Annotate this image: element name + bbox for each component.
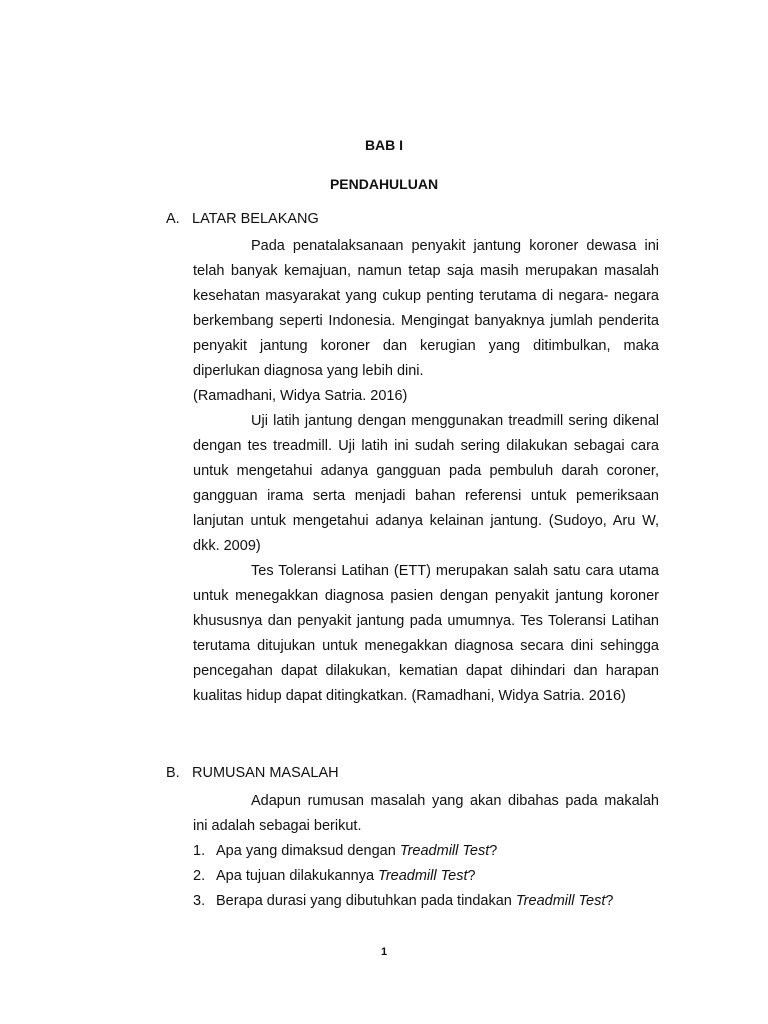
list-text: Apa yang dimaksud dengan (216, 843, 400, 859)
section-a-heading (166, 211, 319, 227)
list-emphasis: Treadmill Test (399, 843, 490, 859)
list-number: 2. (193, 868, 206, 884)
list-item (193, 864, 659, 889)
list-item (193, 839, 659, 864)
chapter-label: BAB I (364, 137, 404, 153)
section-b-body (193, 789, 659, 914)
list-text: Apa tujuan dilakukannya (216, 868, 379, 884)
list-emphasis: Treadmill Test (378, 868, 468, 884)
paragraph: Pada penatalaksanaan penyakit jantung koroner dewasa ini telah banyak kemajuan, namun tetap saja masih merupakan masalah kesehatan masyarakat yang cukup penting terutama di negara- negara berkembang seperti Indonesia. Mengingat banyaknya jumlah penderita penyakit jantung koroner dan kerugian yang ditimbulkan, maka diperlukan diagnosa yang lebih dini. (193, 238, 659, 379)
list-item (193, 889, 659, 914)
question-list (193, 839, 659, 914)
list-text: Berapa durasi yang dibutuhkan pada tindakan (216, 893, 516, 909)
list-end: ? (489, 843, 498, 859)
section-b-title: RUMUSAN MASALAH (192, 765, 339, 781)
page-number: 1 (380, 946, 388, 958)
paragraph: Uji latih jantung dengan menggunakan treadmill sering dikenal dengan tes treadmill. Uji latih ini sudah sering dilakukan sebagai cara untuk mengetahui adanya gangguan pada pembuluh darah coroner, gangguan irama serta menjadi bahan referensi untuk pemeriksaan lanjutan untuk mengetahui adanya kelainan jantung. (Sudoyo, Aru W, dkk. 2009) (193, 413, 659, 554)
section-b-heading (166, 765, 339, 781)
section-a-letter: A. (166, 211, 180, 227)
list-end: ? (467, 868, 476, 884)
list-end: ? (605, 893, 614, 909)
list-number: 3. (193, 893, 206, 909)
section-a-title: LATAR BELAKANG (192, 211, 319, 227)
chapter-title: PENDAHULUAN (329, 176, 439, 192)
paragraph-citation: (Ramadhani, Widya Satria. 2016) (193, 388, 408, 404)
list-number: 1. (193, 843, 206, 859)
paragraph: Adapun rumusan masalah yang akan dibahas pada makalah ini adalah sebagai berikut. (193, 793, 659, 834)
paragraph: Tes Toleransi Latihan (ETT) merupakan salah satu cara utama untuk menegakkan diagnosa pasien dengan penyakit jantung koroner khususnya dan penyakit jantung pada umumnya. Tes Toleransi Latihan terutama ditujukan untuk menegakkan diagnosa secara dini sehingga pencegahan dapat dilakukan, kematian dapat dihindari dan harapan kualitas hidup dapat ditingkatkan. (Ramadhani, Widya Satria. 2016) (193, 563, 659, 704)
section-a-body (193, 234, 659, 709)
list-emphasis: Treadmill Test (515, 893, 606, 909)
section-b-letter: B. (166, 765, 180, 781)
